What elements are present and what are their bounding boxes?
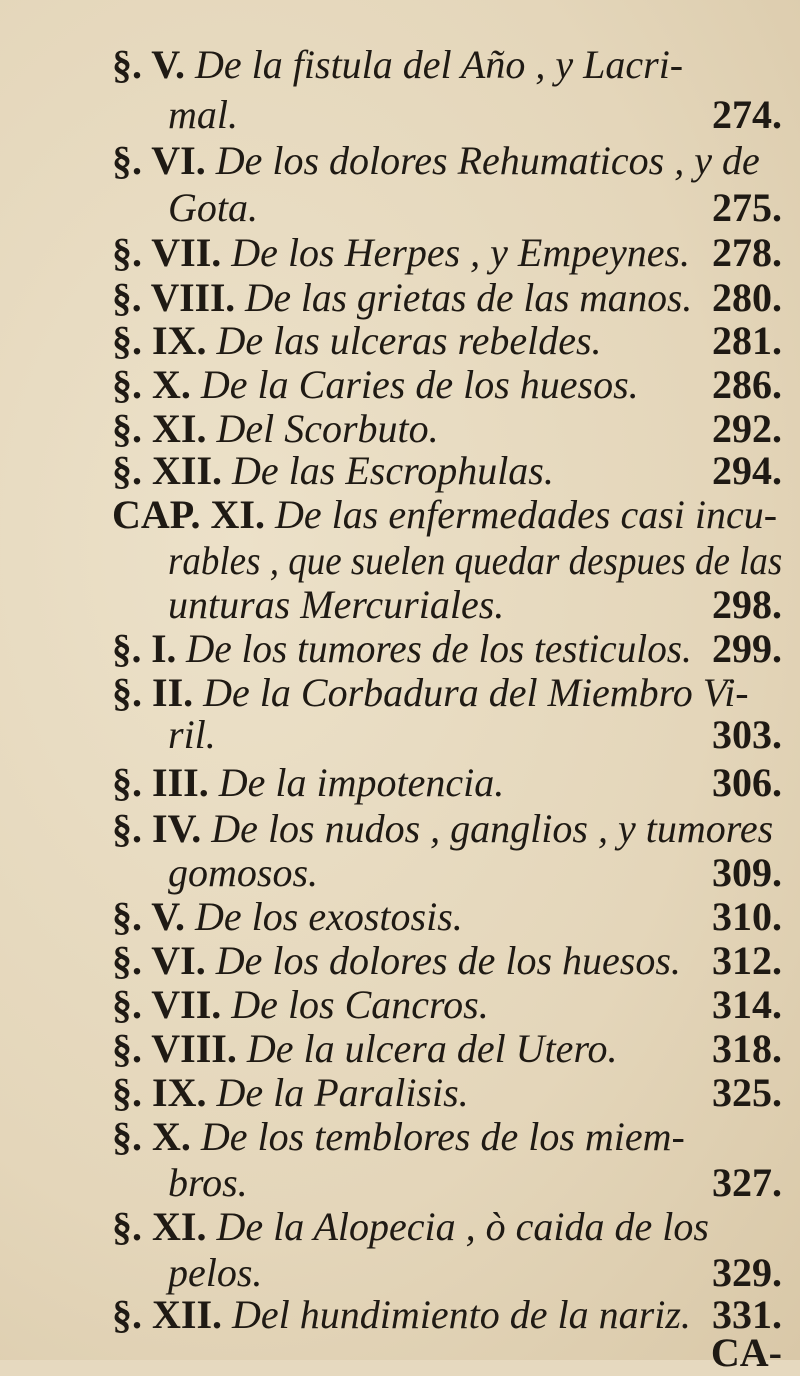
section-title: De los temblores de los miem- [200,1114,685,1159]
page-number: 327. [712,1160,782,1205]
toc-line [0,42,800,88]
title-continuation: bros. [168,1160,248,1205]
section-number: §. I. [112,626,177,671]
title-continuation: gomosos. [168,850,319,895]
section-number: §. IX. [112,318,207,363]
section-title: De los exostosis. [195,894,463,939]
toc-entry [112,448,554,494]
section-title: De la Alopecia , ò caida de los [216,1204,709,1249]
title-continuation: mal. [168,92,238,137]
section-title: De los dolores de los huesos. [215,938,681,983]
section-title: Del Scorbuto. [216,406,439,451]
section-number: §. IV. [112,806,202,851]
section-number: §. IX. [112,1070,207,1115]
section-number: §. X. [112,362,191,407]
section-title: De la ulcera del Utero. [246,1026,618,1071]
section-title: De las grietas de las manos. [245,275,693,320]
section-number: §. X. [112,1114,191,1159]
toc-line [0,92,800,138]
toc-entry [112,760,504,806]
toc-line [0,1204,800,1250]
toc-line [0,982,800,1028]
toc-entry [112,138,760,184]
section-title: De las enfermedades casi incu- [275,492,778,537]
toc-entry [112,42,683,88]
toc-line [0,1250,800,1296]
section-number: CAP. XI. [112,492,265,537]
page-number: 286. [712,362,782,407]
section-title: De la Caries de los huesos. [200,362,639,407]
toc-entry [112,894,463,940]
page-number: 312. [712,938,782,983]
section-title: De las Escrophulas. [232,448,554,493]
section-title: De la impotencia. [218,760,505,805]
toc-entry [112,626,692,672]
toc-line [0,1160,800,1206]
section-title: De la fistula del Año , y Lacri- [195,42,684,87]
toc-line [0,1330,800,1376]
page-number: 303. [712,712,782,757]
toc-line [0,670,800,716]
toc-line [0,1070,800,1116]
section-number: §. XII. [112,1292,223,1337]
toc-entry [112,1114,685,1160]
page-number: 309. [712,850,782,895]
section-title: De los Cancros. [231,982,489,1027]
toc-line [0,362,800,408]
section-title: De los Herpes , y Empeynes. [231,230,691,275]
title-continuation: rables , que suelen quedar despues de las [168,538,783,583]
section-title: De los dolores Rehumaticos , y de [215,138,760,183]
toc-entry [112,362,639,408]
section-number: §. VII. [112,982,222,1027]
page-number: 329. [712,1250,782,1295]
section-number: §. XII. [112,448,223,493]
section-title: De la Paralisis. [216,1070,469,1115]
section-number: §. III. [112,760,209,805]
page-number: 325. [712,1070,782,1115]
page-number: 275. [712,185,782,230]
section-number: §. V. [112,42,186,87]
page-number: 292. [712,406,782,451]
section-title: De la Corbadura del Miembro Vi- [203,670,749,715]
page-number: 280. [712,275,782,320]
toc-entry [112,318,602,364]
section-number: §. XI. [112,1204,207,1249]
title-continuation: unturas Mercuriales. [168,582,505,627]
section-title: De los tumores de los testiculos. [186,626,692,671]
section-number: §. VIII. [112,275,236,320]
toc-line [0,275,800,321]
section-number: §. VII. [112,230,222,275]
toc-entry [112,670,749,716]
toc-entry [112,1070,469,1116]
toc-line [0,448,800,494]
page-number: 281. [712,318,782,363]
toc-line [0,406,800,452]
toc-line [0,806,800,852]
toc-entry [112,806,773,852]
page-number: 318. [712,1026,782,1071]
title-continuation: pelos. [168,1250,263,1295]
toc-line [0,894,800,940]
toc-entry [112,230,690,276]
toc-entry [112,982,489,1028]
toc-line [0,1114,800,1160]
page-number: CA- [710,1330,782,1375]
toc-line [0,492,800,538]
toc-line [0,1026,800,1072]
section-number: §. XI. [112,406,207,451]
title-continuation: ril. [168,712,216,757]
section-title: De las ulceras rebeldes. [216,318,602,363]
toc-entry [112,492,777,538]
toc-entry [112,1204,709,1250]
toc-line [0,850,800,896]
toc-line [0,318,800,364]
toc-line [0,626,800,672]
toc-line [0,760,800,806]
toc-entry [112,938,681,984]
page-number: 314. [712,982,782,1027]
page-number: 331. [712,1292,782,1337]
title-continuation: Gota. [168,185,258,230]
toc-line [0,138,800,184]
page-number: 274. [712,92,782,137]
toc-line [0,538,800,584]
section-title: De los nudos , ganglios , y tumores [211,806,774,851]
section-number: §. II. [112,670,194,715]
section-number: §. VI. [112,138,206,183]
toc-line [0,185,800,231]
toc-line [0,712,800,758]
page-number: 298. [712,582,782,627]
section-number: §. VIII. [112,1026,237,1071]
page-number: 294. [712,448,782,493]
section-number: §. V. [112,894,186,939]
toc-line [0,938,800,984]
toc-line [0,230,800,276]
page-number: 278. [712,230,782,275]
toc-entry [112,406,439,452]
toc-entry [112,1026,618,1072]
section-number: §. VI. [112,938,206,983]
page-number: 299. [712,626,782,671]
page-number: 306. [712,760,782,805]
section-title: Del hundimiento de la nariz. [232,1292,691,1337]
toc-entry [112,275,692,321]
page-number: 310. [712,894,782,939]
toc-line [0,582,800,628]
